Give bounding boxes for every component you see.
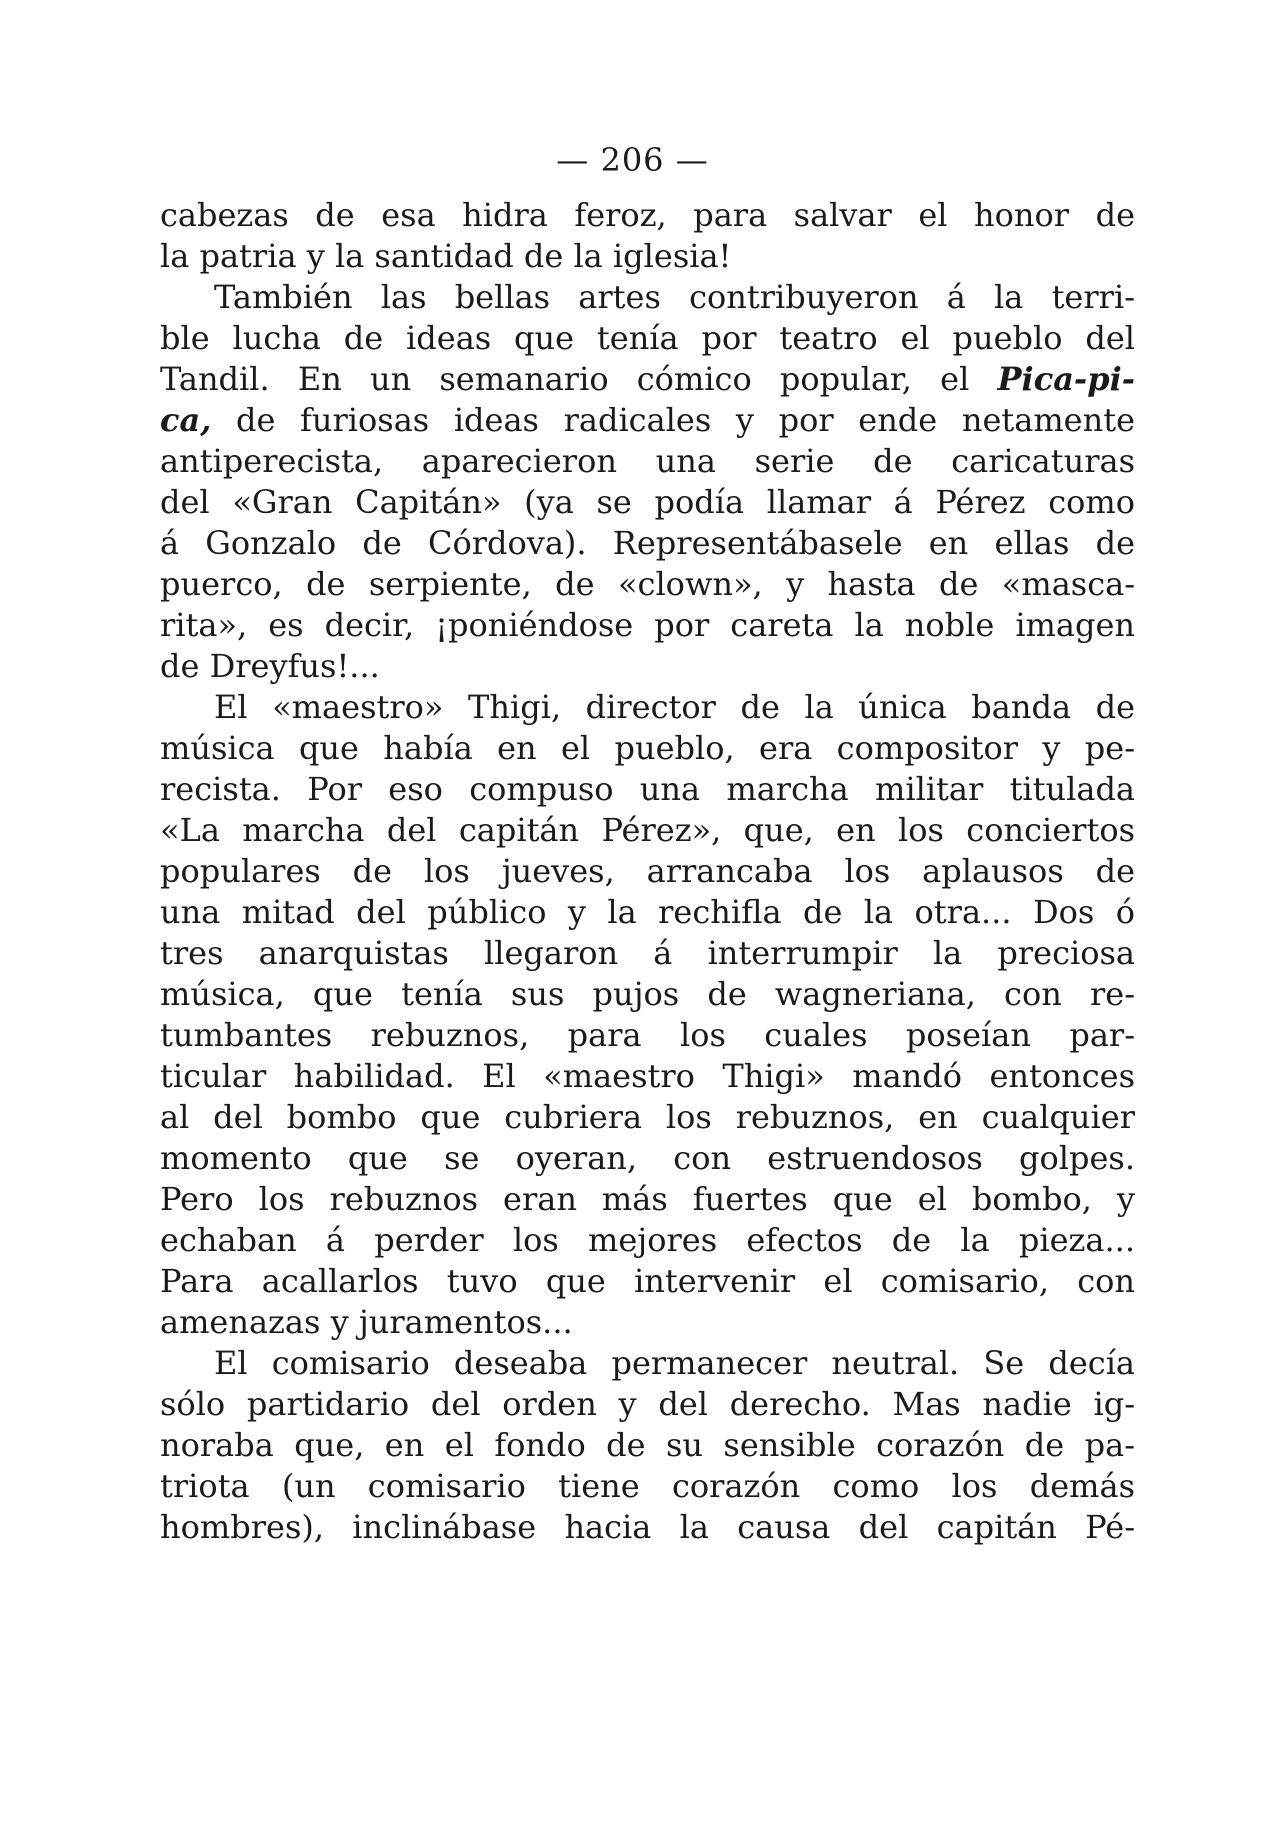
- text-line: del «Gran Capitán» (ya se podía llamar á Pérez como: [160, 483, 1135, 521]
- text-line: ble lucha de ideas que tenía por teatro el pueblo del: [160, 319, 1135, 357]
- text-line: antiperecista, aparecieron una serie de caricaturas: [160, 442, 1135, 480]
- italic-title: Pica-pi-: [997, 360, 1136, 398]
- text-line: echaban á perder los mejores efectos de la pieza...: [160, 1221, 1135, 1259]
- page-number: — 206 —: [556, 141, 709, 179]
- text-line: El «maestro» Thigi, director de la única banda de: [214, 688, 1135, 726]
- text-line: Pero los rebuznos eran más fuertes que el bombo, y: [160, 1180, 1135, 1218]
- text-line: una mitad del público y la rechifla de la otra... Dos ó: [160, 893, 1135, 931]
- body-text: [160, 195, 1135, 1548]
- text-line: música que había en el pueblo, era compositor y pe-: [160, 729, 1135, 767]
- text-line: al del bombo que cubriera los rebuznos, en cualquier: [160, 1098, 1135, 1136]
- text-line: cabezas de esa hidra feroz, para salvar el honor de: [160, 196, 1135, 234]
- text-line: Para acallarlos tuvo que intervenir el comisario, con: [160, 1262, 1135, 1300]
- text-fragment: de furiosas ideas radicales y por ende netamente: [235, 401, 1136, 439]
- text-line: hombres), inclinábase hacia la causa del capitán Pé-: [160, 1508, 1135, 1546]
- text-line: triota (un comisario tiene corazón como los demás: [160, 1467, 1135, 1505]
- text-line: música, que tenía sus pujos de wagneriana, con re-: [160, 975, 1135, 1013]
- text-line: sólo partidario del orden y del derecho. Mas nadie ig-: [160, 1385, 1135, 1423]
- text-line: tumbantes rebuznos, para los cuales poseían par-: [160, 1016, 1135, 1054]
- italic-title: ca,: [160, 401, 212, 439]
- text-line: [160, 359, 1135, 400]
- text-line: «La marcha del capitán Pérez», que, en los conciertos: [160, 811, 1135, 849]
- text-line: noraba que, en el fondo de su sensible corazón de pa-: [160, 1426, 1135, 1464]
- text-line: tres anarquistas llegaron á interrumpir la preciosa: [160, 934, 1135, 972]
- text-line: de Dreyfus!...: [160, 647, 380, 685]
- text-line: momento que se oyeran, con estruendosos golpes.: [160, 1139, 1135, 1177]
- text-line: También las bellas artes contribuyeron á la terri-: [214, 278, 1135, 316]
- text-line: El comisario deseaba permanecer neutral. Se decía: [214, 1344, 1135, 1382]
- text-line: amenazas y juramentos...: [160, 1303, 573, 1341]
- text-line: á Gonzalo de Córdova). Representábasele en ellas de: [160, 524, 1135, 562]
- text-line: rita», es decir, ¡poniéndose por careta la noble imagen: [160, 606, 1135, 644]
- text-line: ticular habilidad. El «maestro Thigi» mandó entonces: [160, 1057, 1135, 1095]
- text-line: la patria y la santidad de la iglesia!: [160, 237, 732, 275]
- text-line: populares de los jueves, arrancaba los aplausos de: [160, 852, 1135, 890]
- text-fragment: Tandil. En un semanario cómico popular, el: [160, 360, 970, 398]
- text-line: [160, 400, 1135, 441]
- text-line: recista. Por eso compuso una marcha militar titulada: [160, 770, 1135, 808]
- text-line: puerco, de serpiente, de «clown», y hasta de «masca-: [160, 565, 1135, 603]
